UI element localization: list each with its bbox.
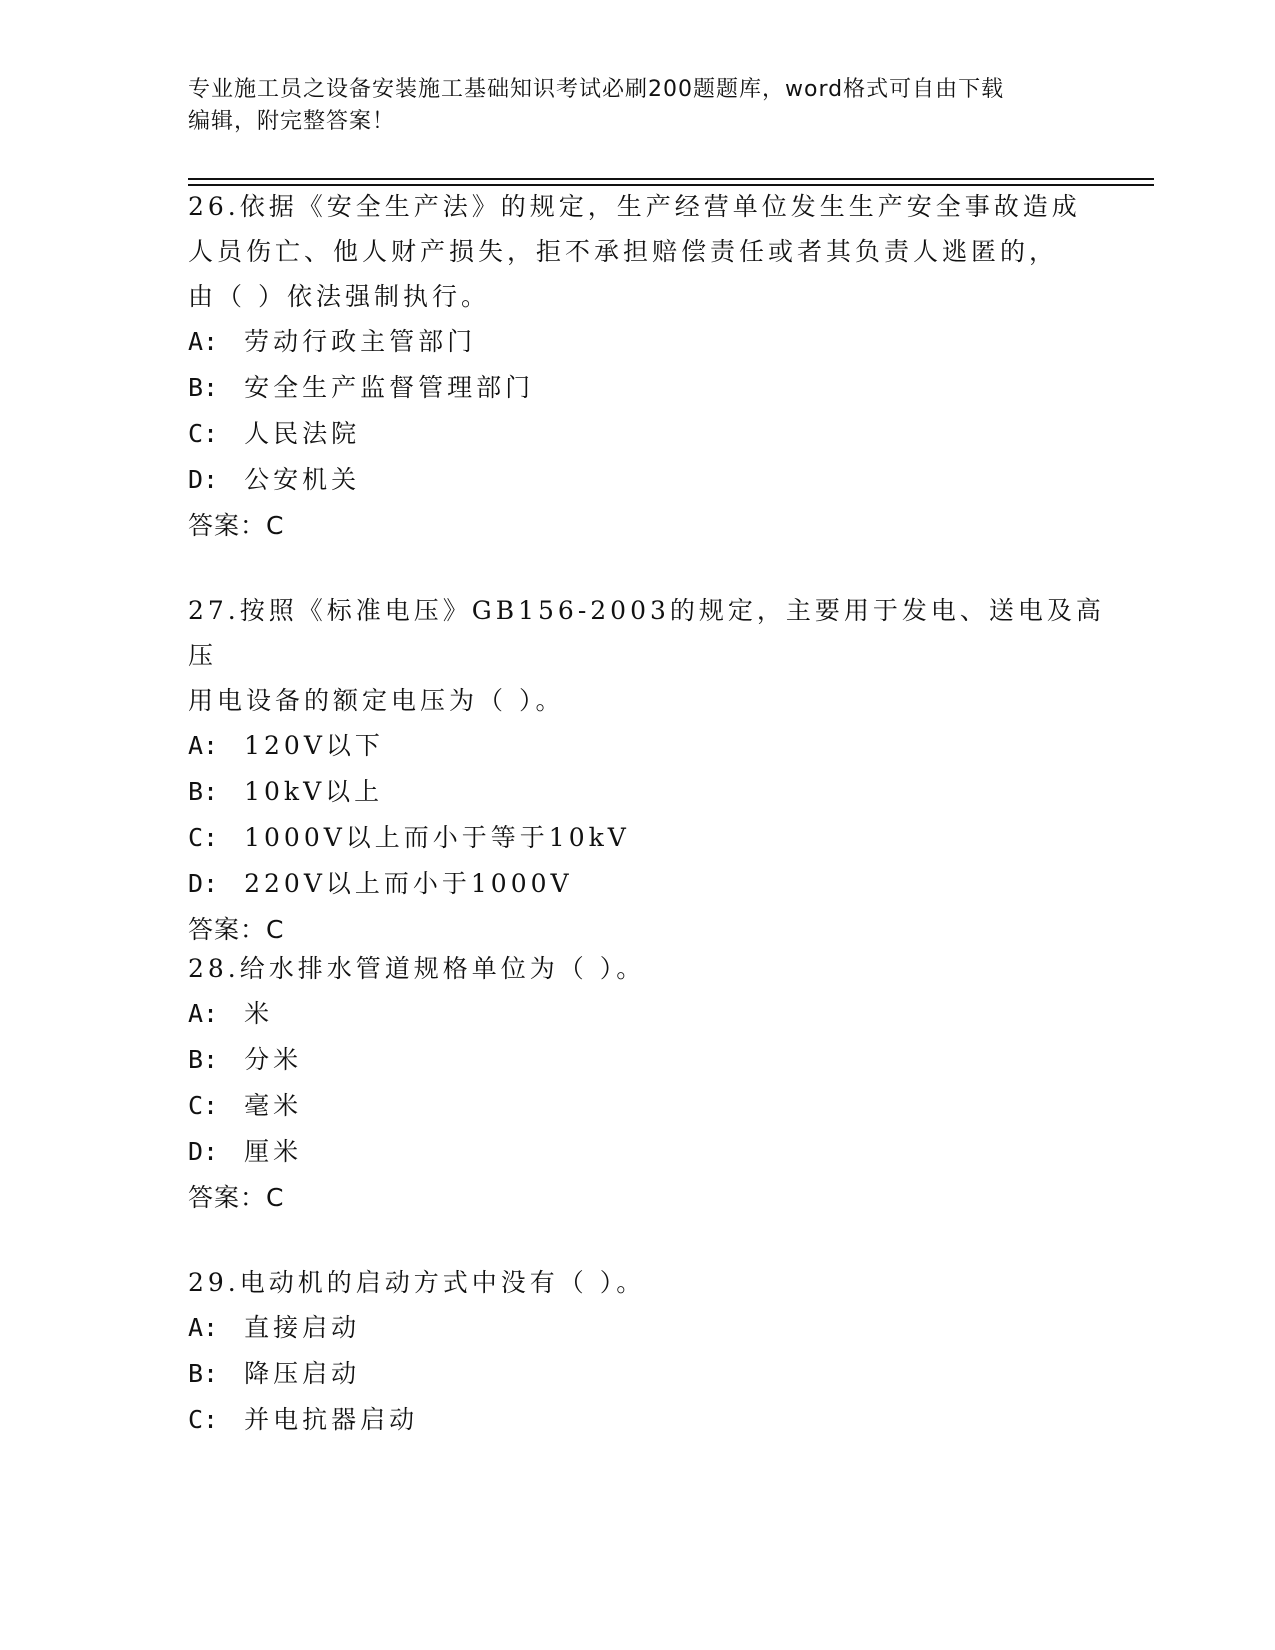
option-b [188, 1351, 1108, 1397]
option-label: B: [188, 1359, 219, 1388]
option-text: 厘米 [244, 1137, 303, 1166]
header-line-1: 专业施工员之设备安装施工基础知识考试必刷200题题库，word格式可自由下载 [188, 77, 1005, 102]
option-c [188, 411, 1108, 457]
option-text: 1000V以上而小于等于10kV [244, 823, 630, 852]
option-text: 直接启动 [244, 1313, 361, 1342]
option-d [188, 861, 1108, 907]
option-a [188, 1305, 1108, 1351]
option-label: C: [188, 1405, 219, 1434]
option-text: 220V以上而小于1000V [244, 869, 573, 898]
option-text: 劳动行政主管部门 [244, 327, 477, 356]
option-label: A: [188, 999, 219, 1028]
option-text: 10kV以上 [244, 777, 384, 806]
option-b [188, 1037, 1108, 1083]
option-label: C: [188, 419, 219, 448]
option-d [188, 457, 1108, 503]
option-text: 分米 [244, 1045, 303, 1074]
question-stem-line: 用电设备的额定电压为（ ）。 [188, 686, 565, 715]
answer-line: 答案：C [188, 1183, 285, 1212]
option-a [188, 319, 1108, 365]
option-a [188, 991, 1108, 1037]
question-stem-line: 28.给水排水管道规格单位为（ ）。 [188, 954, 646, 983]
question-stem-line: 由（ ）依法强制执行。 [188, 282, 490, 311]
header-divider-top [188, 178, 1154, 180]
option-text: 安全生产监督管理部门 [244, 373, 535, 402]
question-29 [188, 1260, 1108, 1443]
option-label: B: [188, 1045, 219, 1074]
option-b [188, 365, 1108, 411]
answer-line: 答案：C [188, 511, 285, 540]
option-label: B: [188, 777, 219, 806]
option-text: 人民法院 [244, 419, 361, 448]
option-label: B: [188, 373, 219, 402]
option-label: D: [188, 1137, 219, 1166]
option-label: C: [188, 823, 219, 852]
option-text: 120V以下 [244, 731, 384, 760]
option-c [188, 815, 1108, 861]
header-line-2: 编辑，附完整答案！ [188, 109, 396, 134]
option-c [188, 1397, 1108, 1443]
option-label: D: [188, 869, 219, 898]
option-label: A: [188, 327, 219, 356]
question-28 [188, 946, 1108, 1221]
answer-line: 答案：C [188, 915, 285, 944]
question-stem-line: 29.电动机的启动方式中没有（ ）。 [188, 1268, 646, 1297]
question-stem-line: 26.依据《安全生产法》的规定，生产经营单位发生生产安全事故造成 [188, 192, 1081, 221]
option-text: 并电抗器启动 [244, 1405, 419, 1434]
question-26 [188, 184, 1108, 549]
option-text: 米 [244, 999, 274, 1028]
question-stem-line: 27.按照《标准电压》GB156-2003的规定，主要用于发电、送电及高压 [188, 596, 1105, 670]
option-c [188, 1083, 1108, 1129]
option-a [188, 723, 1108, 769]
option-label: D: [188, 465, 219, 494]
option-label: A: [188, 1313, 219, 1342]
question-stem-line: 人员伤亡、他人财产损失，拒不承担赔偿责任或者其负责人逃匿的， [188, 237, 1059, 266]
document-header [188, 74, 1088, 138]
option-label: C: [188, 1091, 219, 1120]
question-27 [188, 588, 1108, 953]
option-label: A: [188, 731, 219, 760]
option-text: 公安机关 [244, 465, 361, 494]
option-d [188, 1129, 1108, 1175]
option-text: 毫米 [244, 1091, 303, 1120]
option-b [188, 769, 1108, 815]
option-text: 降压启动 [244, 1359, 361, 1388]
